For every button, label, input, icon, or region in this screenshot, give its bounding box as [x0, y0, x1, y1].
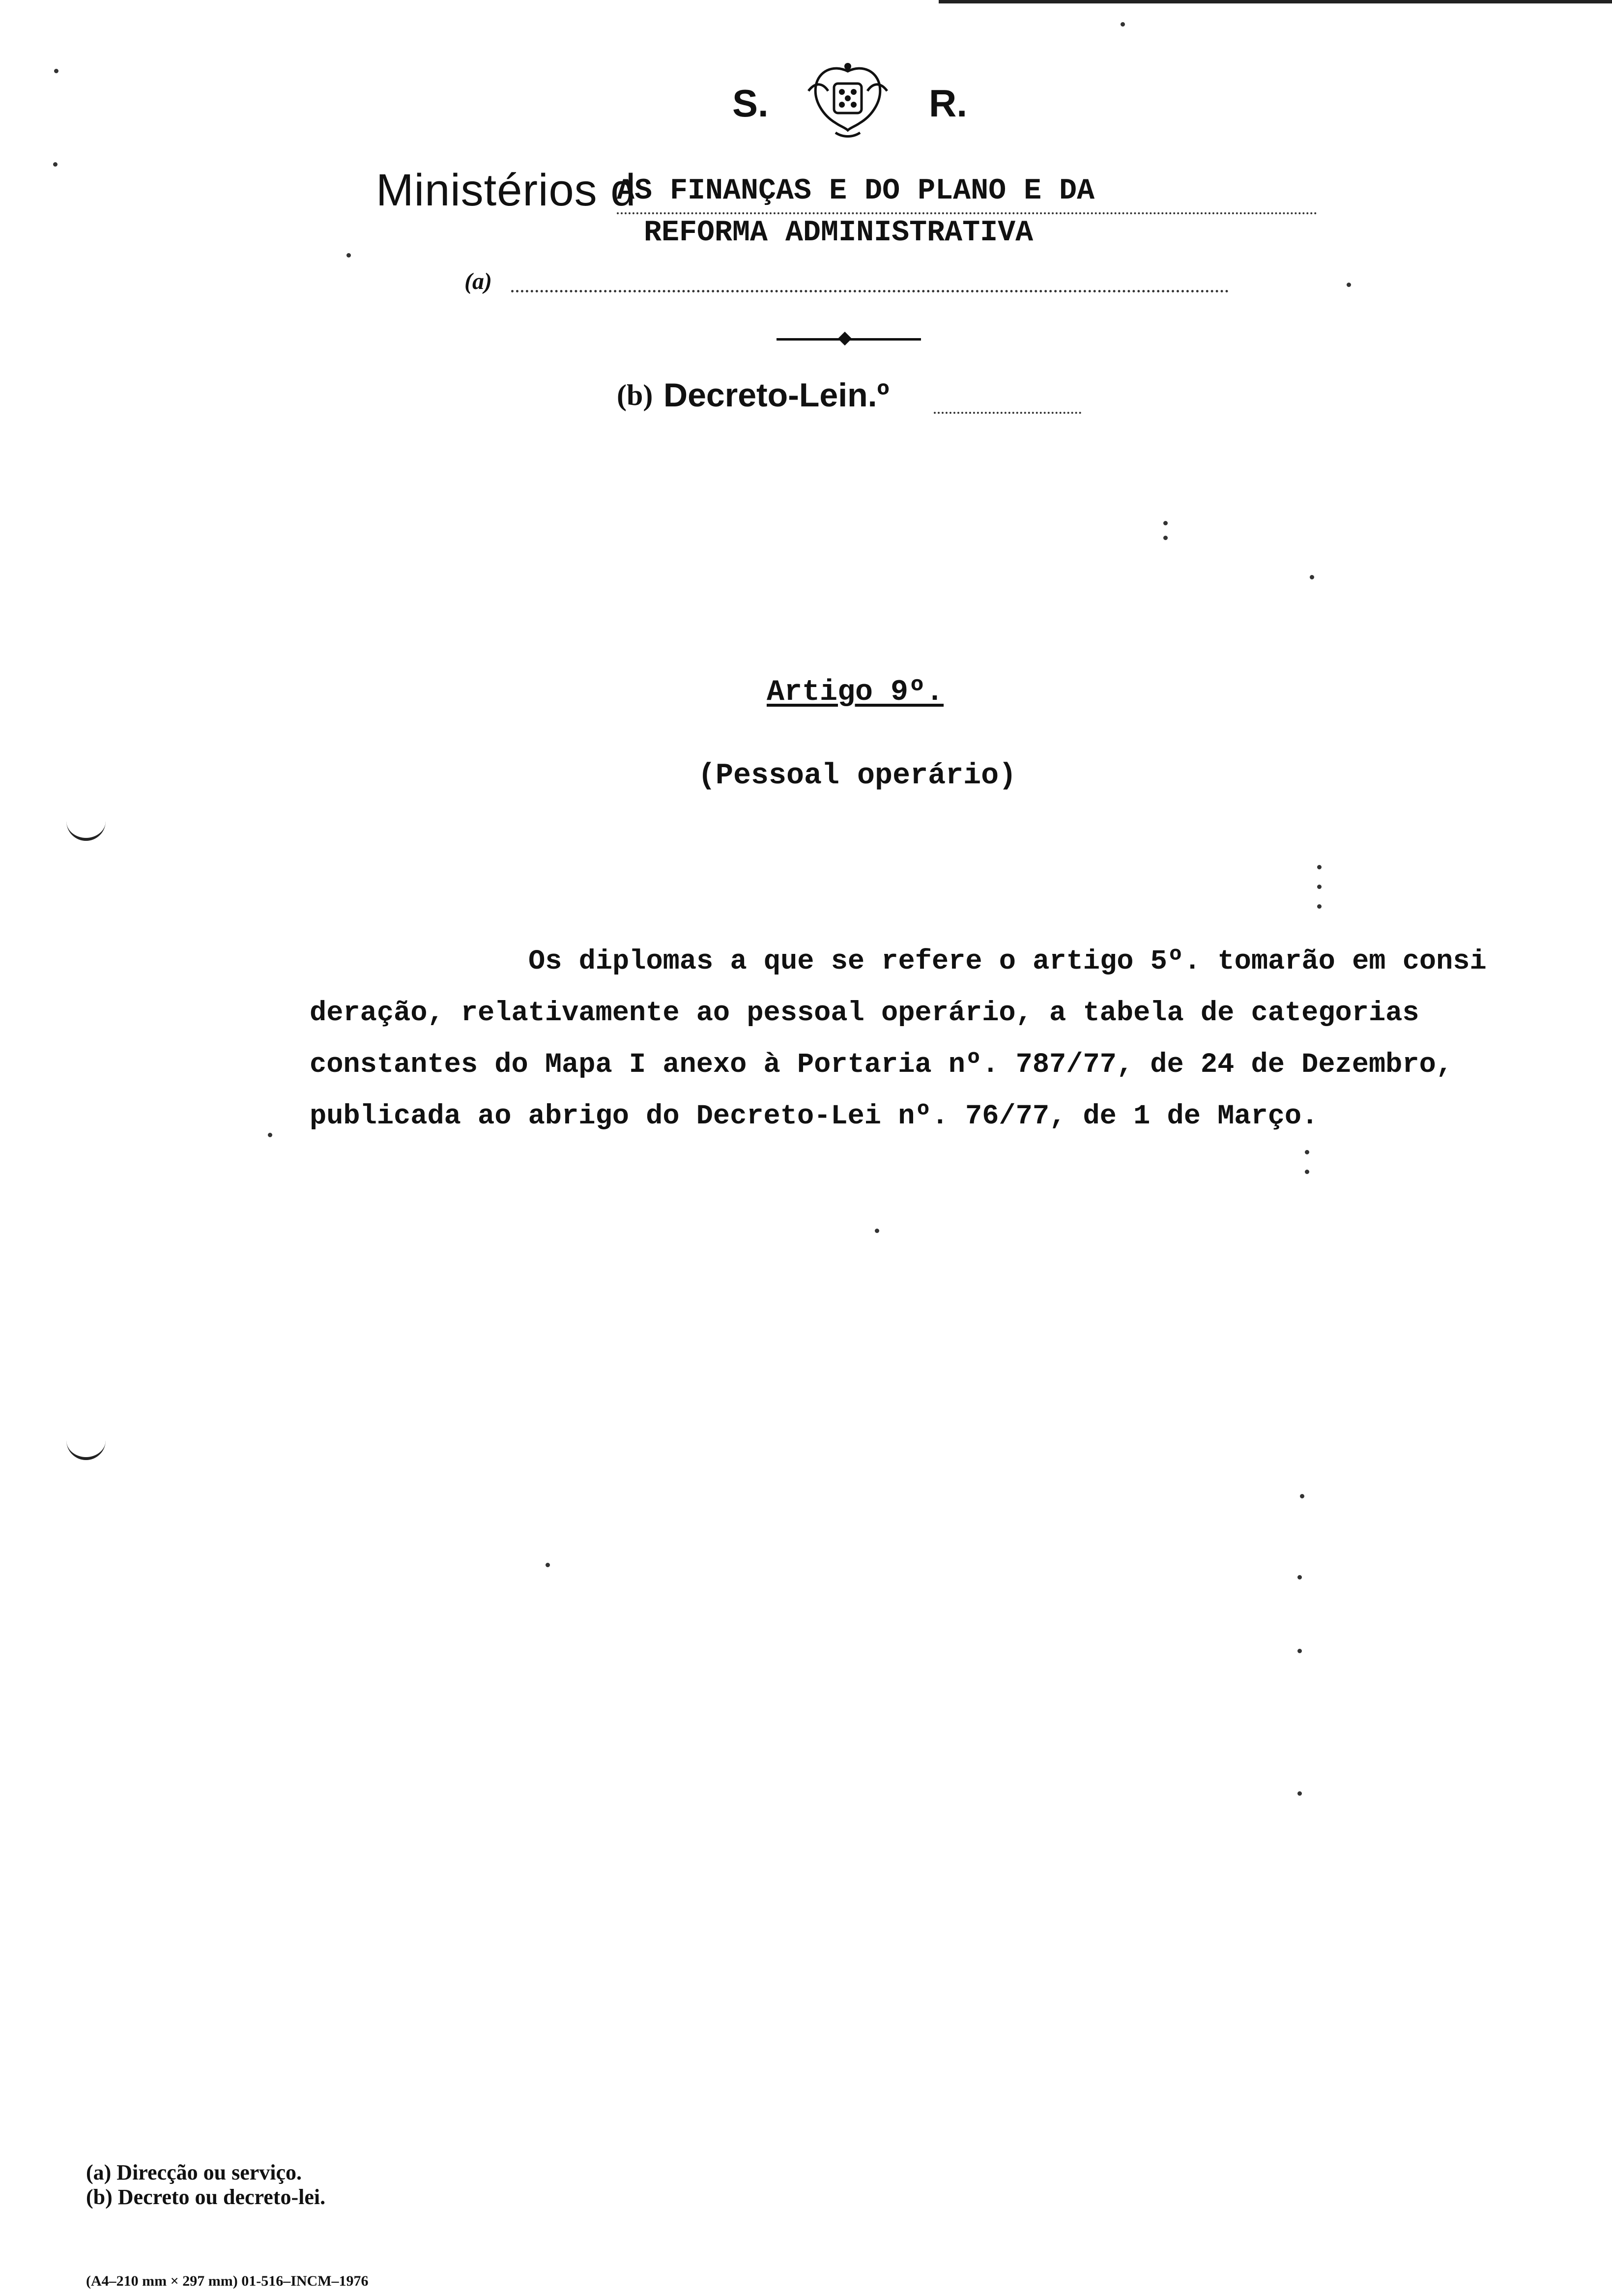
speck: [268, 1133, 272, 1137]
speck: [1297, 1575, 1302, 1579]
ministry-name-line-1: AS FINANÇAS E DO PLANO E DA: [617, 174, 1095, 208]
speck: [1317, 865, 1322, 869]
article-body-line: deração, relativamente ao pessoal operário, a tabela de categorias: [310, 998, 1419, 1029]
footnote-marker-a: (a): [464, 268, 492, 294]
header-left-letter: S.: [732, 82, 769, 125]
header-right-letter: R.: [929, 82, 967, 125]
speck: [346, 253, 351, 258]
article-body-line: publicada ao abrigo do Decreto-Lei nº. 76/77, de 1 de Março.: [310, 1101, 1319, 1132]
article-body-line: Os diplomas a que se refere o artigo 5º. tomarão em consi: [528, 946, 1487, 977]
coat-of-arms-icon: [799, 61, 897, 140]
speck: [875, 1229, 879, 1233]
speck: [53, 162, 58, 167]
punch-hole-mark: [66, 818, 106, 841]
speck: [1121, 22, 1125, 27]
punch-hole-mark: [66, 1437, 106, 1460]
speck: [1297, 1649, 1302, 1653]
speck: [1163, 521, 1168, 525]
speck: [1305, 1150, 1309, 1154]
ministry-label: Ministérios d: [376, 165, 636, 215]
speck: [1317, 885, 1322, 889]
speck: [546, 1563, 550, 1567]
ministry-name-line-2: REFORMA ADMINISTRATIVA: [644, 216, 1034, 250]
speck: [1317, 904, 1322, 909]
speck: [1310, 575, 1314, 579]
decree-number-fill-line: [934, 412, 1081, 414]
speck: [1297, 1791, 1302, 1796]
divider-left: [777, 338, 843, 341]
speck: [1305, 1170, 1309, 1174]
ministry-fill-line: [617, 212, 1317, 214]
article-body-line: constantes do Mapa I anexo à Portaria nº. 787/77, de 24 de Dezembro,: [310, 1049, 1453, 1081]
speck: [1300, 1494, 1304, 1498]
article-subtitle: (Pessoal operário): [698, 759, 1017, 793]
footnote-b: (b) Decreto ou decreto-lei.: [86, 2185, 326, 2209]
article-heading: Artigo 9º.: [767, 676, 944, 709]
print-code: (A4–210 mm × 297 mm) 01-516–INCM–1976: [86, 2273, 369, 2289]
speck: [1347, 283, 1351, 287]
speck: [1163, 536, 1168, 540]
footnote-marker-b: (b): [617, 379, 653, 411]
divider-right: [847, 338, 921, 341]
footnote-a: (a) Direcção ou serviço.: [86, 2160, 302, 2184]
speck: [54, 69, 58, 73]
decree-label: Decreto-Lein.º: [663, 376, 890, 414]
direction-fill-line: [511, 290, 1229, 292]
top-rule: [939, 0, 1612, 3]
